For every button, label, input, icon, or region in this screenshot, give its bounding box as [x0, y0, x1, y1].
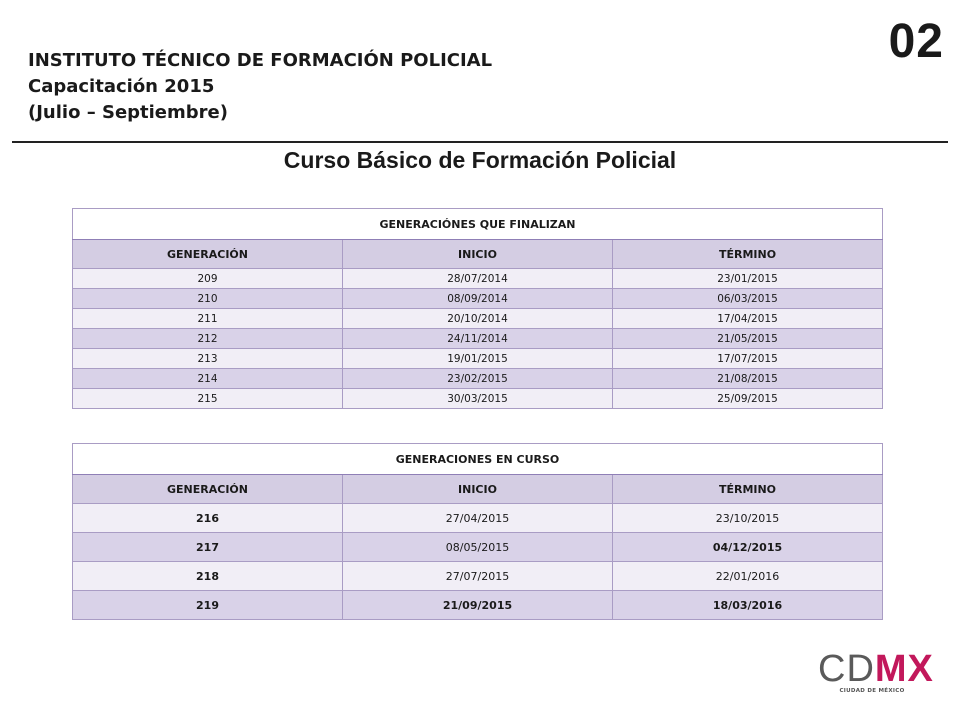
table-caption: GENERACIÓNES QUE FINALIZAN [73, 209, 883, 240]
cell-end: 17/07/2015 [613, 349, 883, 369]
cell-end: 22/01/2016 [613, 562, 883, 591]
cell-generation: 212 [73, 329, 343, 349]
cell-generation: 210 [73, 289, 343, 309]
cell-start: 08/05/2015 [343, 533, 613, 562]
cell-end: 18/03/2016 [613, 591, 883, 620]
cell-generation: 217 [73, 533, 343, 562]
cell-start: 08/09/2014 [343, 289, 613, 309]
cell-end: 06/03/2015 [613, 289, 883, 309]
cell-generation: 213 [73, 349, 343, 369]
cell-generation: 214 [73, 369, 343, 389]
cell-end: 21/08/2015 [613, 369, 883, 389]
cell-generation: 209 [73, 269, 343, 289]
cell-end: 21/05/2015 [613, 329, 883, 349]
table-row [73, 533, 883, 562]
cell-start: 30/03/2015 [343, 389, 613, 409]
column-header-end: TÉRMINO [613, 475, 883, 504]
table-row [73, 562, 883, 591]
cell-start: 24/11/2014 [343, 329, 613, 349]
cell-end: 17/04/2015 [613, 309, 883, 329]
cdmx-logo [818, 648, 934, 695]
table-row [73, 309, 883, 329]
table-finishing-generations [72, 208, 883, 409]
cell-end: 23/01/2015 [613, 269, 883, 289]
cell-start: 19/01/2015 [343, 349, 613, 369]
page-title: Curso Básico de Formación Policial [283, 147, 677, 173]
logo-cd: CD [818, 648, 875, 690]
cell-start: 20/10/2014 [343, 309, 613, 329]
column-header-start: INICIO [343, 475, 613, 504]
institute-name: INSTITUTO TÉCNICO DE FORMACIÓN POLICIAL [28, 50, 493, 71]
cell-start: 27/07/2015 [343, 562, 613, 591]
cell-end: 23/10/2015 [613, 504, 883, 533]
table-row [73, 269, 883, 289]
cell-start: 23/02/2015 [343, 369, 613, 389]
column-header-start: INICIO [343, 240, 613, 269]
cell-generation: 215 [73, 389, 343, 409]
table-current-generations [72, 443, 883, 620]
page-number: 02 [888, 15, 944, 68]
column-header-generation: GENERACIÓN [73, 475, 343, 504]
column-header-generation: GENERACIÓN [73, 240, 343, 269]
table-row [73, 504, 883, 533]
table-row [73, 349, 883, 369]
cell-start: 21/09/2015 [343, 591, 613, 620]
cell-generation: 216 [73, 504, 343, 533]
logo-mx: MX [874, 648, 934, 690]
cell-generation: 211 [73, 309, 343, 329]
table-row [73, 289, 883, 309]
cell-generation: 218 [73, 562, 343, 591]
column-header-end: TÉRMINO [613, 240, 883, 269]
table-row [73, 329, 883, 349]
table-row [73, 591, 883, 620]
table-row [73, 369, 883, 389]
document-header [28, 48, 492, 126]
cell-generation: 219 [73, 591, 343, 620]
cell-start: 28/07/2014 [343, 269, 613, 289]
table-row [73, 389, 883, 409]
logo-wordmark [818, 648, 934, 690]
cell-end: 25/09/2015 [613, 389, 883, 409]
training-period: (Julio – Septiembre) [28, 102, 228, 123]
header-divider [12, 141, 948, 143]
cell-end: 04/12/2015 [613, 533, 883, 562]
logo-subtitle: CIUDAD DE MÉXICO [839, 688, 905, 694]
cell-start: 27/04/2015 [343, 504, 613, 533]
training-year: Capacitación 2015 [28, 76, 215, 97]
table-caption: GENERACIONES EN CURSO [73, 444, 883, 475]
